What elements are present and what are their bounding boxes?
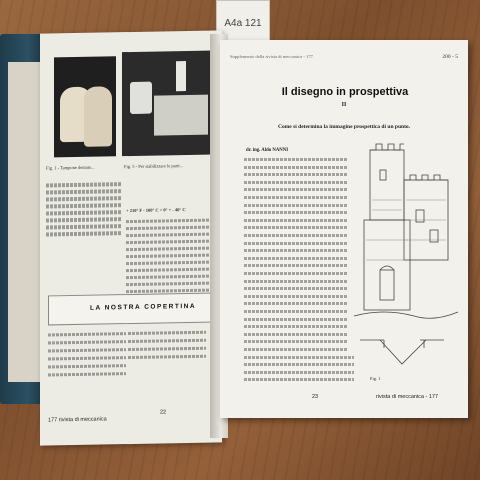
left-footer-masthead: 177 rivista di meccanica [48, 416, 107, 424]
left-page-number: 22 [160, 409, 167, 416]
body-text-line [244, 272, 348, 275]
page-block-edge [8, 62, 40, 382]
body-text-line [126, 268, 216, 273]
body-text-line [126, 226, 216, 231]
body-text-line [244, 181, 348, 184]
article-part-number: II [341, 102, 347, 108]
article-subtitle: Come si determina la immagine prospettica di un punto. [277, 124, 411, 130]
photo-molded-parts [54, 56, 116, 157]
body-text-line [244, 264, 348, 267]
caption-figure-1: Fig. 1 - Tampone dentato... [46, 164, 95, 171]
left-page [40, 30, 222, 445]
body-text-line [244, 188, 348, 191]
body-text-line [244, 371, 354, 374]
body-text-line [46, 224, 122, 229]
body-text-line [126, 233, 216, 238]
body-text-line [244, 325, 348, 328]
body-text-line [244, 249, 348, 252]
body-text-line [46, 217, 122, 222]
figure-label: Fig. 1 [370, 376, 381, 381]
body-text-line [244, 287, 348, 290]
temperature-formula: + 210° F - 100° C + 0° + - 40° C [126, 207, 186, 214]
page-number-top: 200 - 5 [442, 54, 458, 60]
body-text-line [244, 211, 348, 214]
body-text-line [46, 189, 122, 194]
body-text-line [48, 332, 126, 336]
right-footer-masthead: rivista di meccanica - 177 [376, 394, 439, 400]
body-text-line [128, 339, 206, 343]
body-text-line [244, 318, 348, 321]
body-text-line [48, 348, 126, 352]
body-text-line [128, 355, 206, 359]
body-text-line [48, 356, 126, 360]
body-text-line [244, 340, 348, 343]
body-text-line [244, 295, 348, 298]
body-text-line [128, 331, 206, 335]
body-text-line [126, 247, 216, 252]
body-text-line [244, 280, 348, 283]
body-text-line [48, 340, 126, 344]
body-text-line [244, 356, 354, 359]
right-page-number: 23 [312, 394, 319, 400]
body-text-line [46, 203, 122, 208]
body-text-line [244, 242, 348, 245]
sticker-text: A4a 121 [224, 17, 262, 29]
body-text-line [244, 363, 354, 366]
caption-figure-5: Fig. 5 - Per stabilizzare le parti... [124, 163, 183, 170]
article-author: dr. ing. Aldo NANNI [246, 148, 289, 153]
body-text-line [46, 196, 122, 201]
photo-machinery [122, 51, 214, 157]
body-text-line [48, 372, 126, 376]
body-text-line [48, 364, 126, 368]
body-text-line [244, 310, 348, 313]
body-text-line [244, 257, 348, 260]
body-text-line [128, 347, 206, 351]
body-text-line [244, 196, 348, 199]
body-text-line [244, 234, 348, 237]
tower-perspective-drawing-icon [350, 140, 462, 376]
body-text-line [244, 166, 348, 169]
body-text-line [126, 240, 216, 245]
body-text-line [46, 182, 122, 187]
body-text-line [46, 210, 122, 215]
body-text-line [244, 348, 348, 351]
running-head: Supplemento della rivista di meccanica - 177 [230, 54, 313, 59]
body-text-line [244, 219, 348, 222]
body-text-line [244, 173, 348, 176]
body-text-line [46, 231, 122, 236]
body-text-line [126, 275, 216, 280]
body-text-line [126, 219, 216, 224]
cover-note-title: LA NOSTRA COPERTINA [90, 302, 197, 312]
body-text-line [126, 254, 216, 259]
body-text-line [126, 282, 216, 287]
body-text-line [244, 333, 348, 336]
body-text-line [244, 158, 348, 161]
body-text-line [126, 261, 216, 266]
body-text-line [244, 226, 348, 229]
body-text-line [244, 204, 348, 207]
body-text-line [244, 378, 354, 381]
body-text-line [244, 302, 348, 305]
article-title: Il disegno in prospettiva [281, 86, 409, 98]
right-page [220, 40, 468, 418]
